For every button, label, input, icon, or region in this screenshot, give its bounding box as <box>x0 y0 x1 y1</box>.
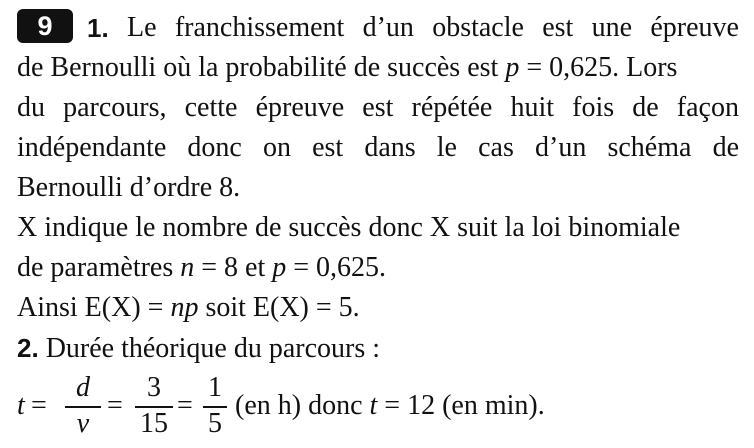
equals-sign: = <box>107 390 123 421</box>
word: obstacle <box>432 12 524 43</box>
word: cette <box>184 92 238 123</box>
line-5 <box>17 168 739 208</box>
word: on <box>262 132 291 163</box>
word: fois <box>572 92 615 123</box>
formula-tail <box>235 390 545 422</box>
word: du <box>17 92 45 123</box>
fraction-numerator: 1 <box>208 372 222 403</box>
word: de <box>712 132 739 163</box>
word: dans <box>364 132 416 163</box>
fraction-3-over-15 <box>135 372 173 442</box>
word: façon <box>676 92 739 123</box>
fraction-1-over-5 <box>203 372 227 442</box>
line-4 <box>17 128 739 168</box>
fraction-numerator: 3 <box>147 372 161 403</box>
text: = 12 (en min). <box>377 390 545 421</box>
word: huit <box>510 92 555 123</box>
equals-sign: = <box>177 390 193 421</box>
word: est <box>542 12 574 43</box>
exercise-9 <box>17 8 739 442</box>
variable-p: p <box>505 52 520 83</box>
word: répétée <box>411 92 493 123</box>
text: = 8 et <box>194 252 273 283</box>
line-6 <box>17 208 739 248</box>
variable-n: n <box>180 252 195 283</box>
line-1-words <box>127 8 739 48</box>
line-1 <box>17 8 739 48</box>
word: d’un <box>535 132 587 163</box>
text: = 0,625. Lors <box>519 52 678 83</box>
fraction-d-over-v <box>65 372 101 442</box>
line-3 <box>17 88 739 128</box>
word: franchissement <box>174 12 345 43</box>
variable-p: p <box>272 252 287 283</box>
fraction-denominator: v <box>76 408 90 439</box>
text: de paramètres <box>17 252 181 283</box>
line-2 <box>17 48 739 88</box>
formula-lhs: t <box>17 390 25 421</box>
text: Ainsi E(X) = <box>17 292 171 323</box>
word: donc <box>187 132 242 163</box>
word: est <box>312 132 344 163</box>
fraction-denominator: 15 <box>140 408 168 439</box>
equals-sign: = <box>31 390 47 421</box>
variable-np: np <box>170 292 199 323</box>
word: schéma <box>607 132 692 163</box>
word: parcours, <box>63 92 167 123</box>
word: de <box>632 92 659 123</box>
text: de Bernoulli où la probabilité de succès est <box>17 52 506 83</box>
exercise-number-badge: 9 <box>17 9 73 43</box>
word: une <box>591 12 633 43</box>
word: est <box>362 92 394 123</box>
text: = 0,625. <box>286 252 387 283</box>
part2-label: 2. <box>17 333 39 363</box>
part1-label: 1. <box>87 13 109 43</box>
part2-title: Durée théorique du parcours : <box>38 333 381 364</box>
line-7 <box>17 248 739 288</box>
text: Bernoulli d’ordre 8. <box>17 172 241 203</box>
word: d’un <box>362 12 414 43</box>
word: indépendante <box>17 132 167 163</box>
word: cas <box>478 132 514 163</box>
duration-formula <box>17 372 739 442</box>
fraction-numerator: d <box>76 372 90 403</box>
fraction-denominator: 5 <box>208 408 222 439</box>
text: (en h) donc <box>235 390 370 421</box>
word: Le <box>127 12 157 43</box>
text: X indique le nombre de succès donc X suit la loi binomiale <box>17 212 681 243</box>
word: épreuve <box>650 12 739 43</box>
part2-heading <box>17 328 739 368</box>
word: épreuve <box>255 92 345 123</box>
word: le <box>436 132 457 163</box>
line-8 <box>17 288 739 328</box>
variable-t: t <box>369 390 378 421</box>
text: soit E(X) = 5. <box>198 292 360 323</box>
